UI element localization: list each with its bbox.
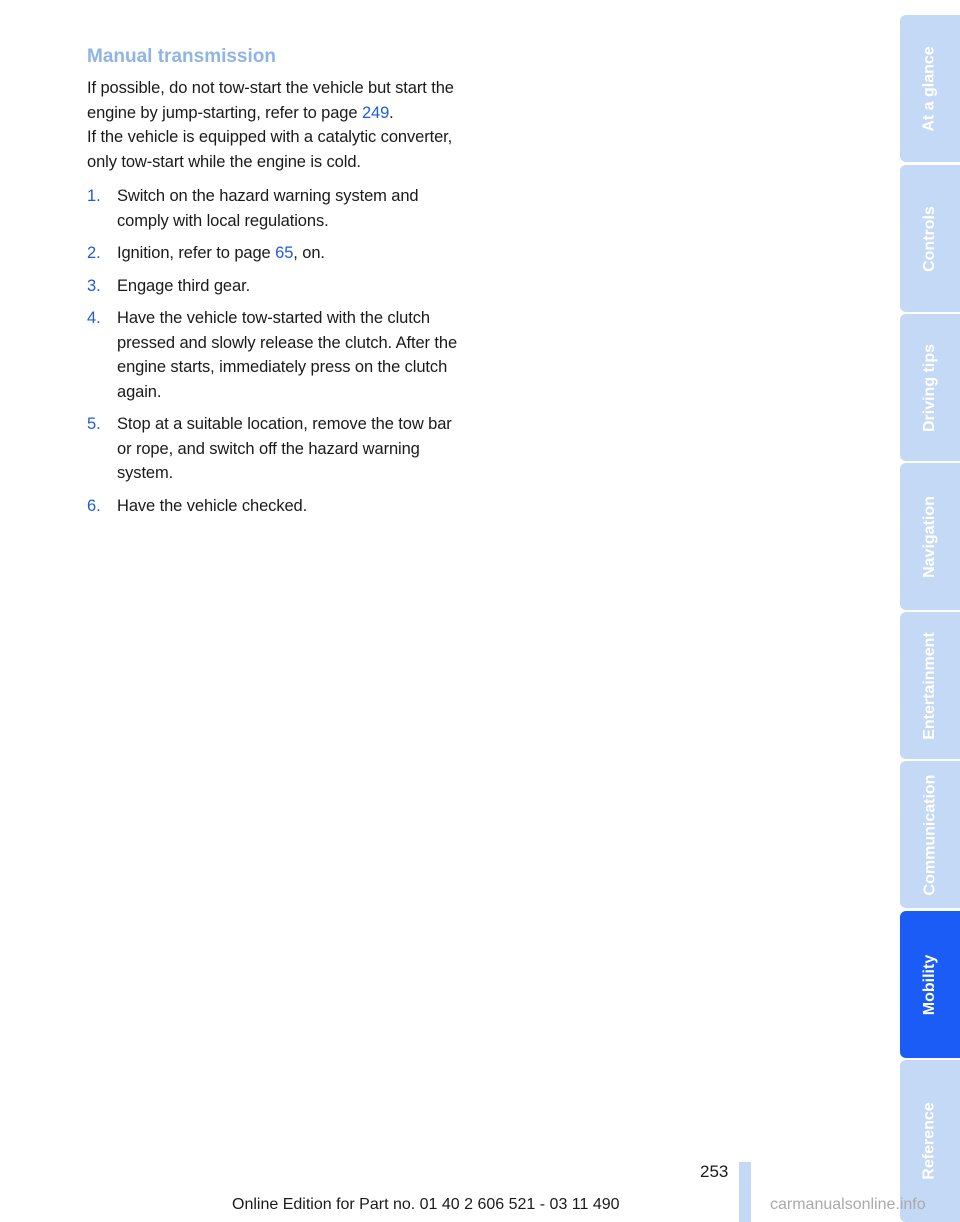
step-number: 5. — [87, 415, 101, 433]
page-number-bar — [739, 1162, 751, 1222]
tab-label: Communication — [921, 774, 939, 895]
step-number: 4. — [87, 309, 101, 327]
step-text — [117, 274, 465, 299]
page-number: 253 — [700, 1162, 729, 1181]
list-item — [87, 241, 465, 266]
intro-line-2 — [87, 125, 465, 174]
list-item — [87, 184, 465, 233]
main-content — [87, 44, 465, 526]
step-number: 6. — [87, 496, 101, 515]
tab-label: Entertainment — [921, 631, 939, 740]
section-title: Manual transmission — [87, 46, 276, 67]
list-item — [87, 306, 465, 404]
tab-driving-tips[interactable] — [900, 314, 960, 461]
tab-label: At a glance — [921, 45, 939, 132]
list-item — [87, 274, 465, 299]
tab-label: Mobility — [921, 954, 938, 1015]
chapter-tabs — [900, 0, 960, 1222]
tab-label: Reference — [921, 1102, 938, 1180]
step-text-after: , on. — [293, 244, 325, 262]
step-text-before: Switch on the hazard warning system and comply with local regulations. — [117, 187, 419, 230]
tab-navigation[interactable] — [900, 463, 960, 610]
step-text-before: Engage third gear. — [117, 276, 251, 295]
footer-watermark: carmanualsonline.info — [770, 1196, 926, 1213]
step-text — [117, 306, 465, 404]
tab-communication[interactable] — [900, 761, 960, 908]
intro-text: If the vehicle is equipped with a catalytic converter, only tow-start while the engine is cold. — [87, 128, 453, 171]
step-text — [117, 241, 465, 266]
step-number: 2. — [87, 244, 101, 262]
step-text — [117, 494, 465, 519]
intro-text: If possible, do not tow-start the vehicle but start the engine by jump-starting, refer to page — [87, 79, 454, 122]
page-link-65[interactable]: 65 — [275, 244, 294, 262]
step-number: 3. — [87, 276, 101, 295]
tab-label: Driving tips — [921, 343, 939, 432]
page-link-249[interactable]: 249 — [361, 103, 390, 122]
intro-after: . — [389, 103, 394, 122]
intro-line-1 — [87, 76, 465, 125]
tab-mobility[interactable] — [900, 911, 960, 1058]
tab-entertainment[interactable] — [900, 612, 960, 759]
list-item — [87, 494, 465, 519]
step-text — [117, 184, 465, 233]
tab-label: Navigation — [921, 495, 939, 578]
tab-controls[interactable] — [900, 165, 960, 312]
steps-list — [87, 184, 465, 518]
step-text-before: Stop at a suitable location, remove the tow bar or rope, and switch off the hazard warning system. — [117, 415, 452, 482]
step-text-before: Ignition, refer to page — [117, 244, 276, 262]
step-text — [117, 412, 465, 486]
step-text-before: Have the vehicle checked. — [117, 496, 308, 515]
tab-at-a-glance[interactable] — [900, 15, 960, 162]
list-item — [87, 412, 465, 486]
footer-edition: Online Edition for Part no. 01 40 2 606 521 - 03 11 490 — [232, 1196, 620, 1213]
step-number: 1. — [87, 187, 101, 205]
step-text-before: Have the vehicle tow-started with the clutch pressed and slowly release the clutch. After the engine starts, immediately press on the clutch again. — [117, 309, 458, 401]
intro-paragraph — [87, 76, 465, 174]
tab-label: Controls — [921, 205, 938, 272]
